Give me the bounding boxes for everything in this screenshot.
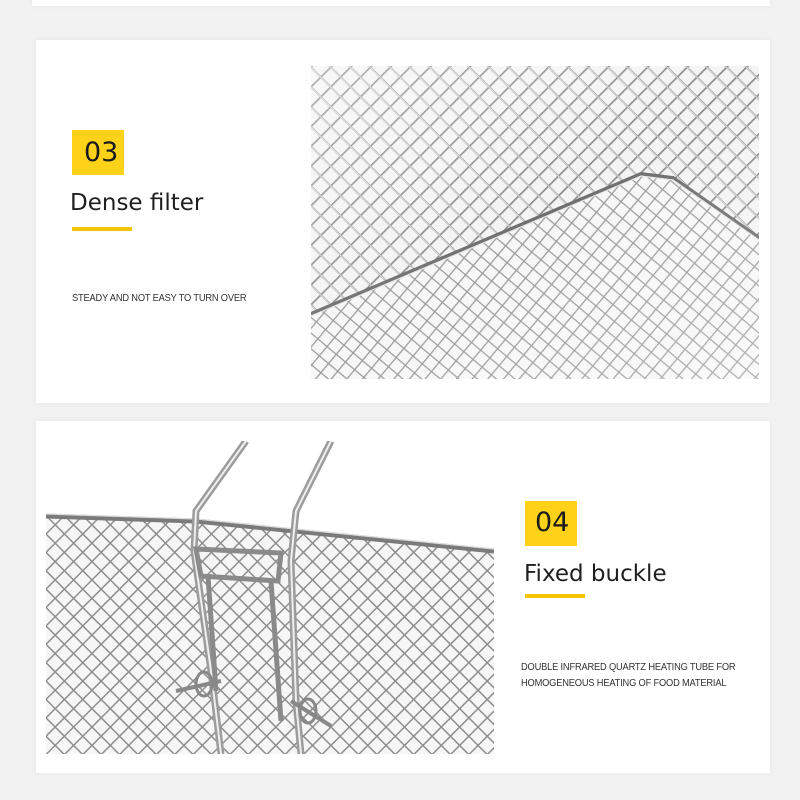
feature-description [521,660,735,692]
description-line: DOUBLE INFRARED QUARTZ HEATING TUBE FOR [521,662,736,673]
description-line: HOMOGENEOUS HEATING OF FOOD MATERIAL [521,678,727,689]
feature-title: Dense filter [70,190,204,216]
title-underline [525,594,585,598]
feature-card-fixed-buckle [36,421,770,773]
basket-handle-buckle-image [46,441,494,754]
feature-description [72,291,246,307]
feature-title: Fixed buckle [524,561,667,587]
feature-number: 03 [84,137,119,168]
description-line: STEADY AND NOT EASY TO TURN OVER [72,293,247,304]
mesh-closeup-image [311,66,759,379]
previous-feature-card [32,0,770,6]
feature-card-dense-filter [36,40,770,403]
title-underline [72,227,132,231]
feature-number: 04 [535,507,570,538]
